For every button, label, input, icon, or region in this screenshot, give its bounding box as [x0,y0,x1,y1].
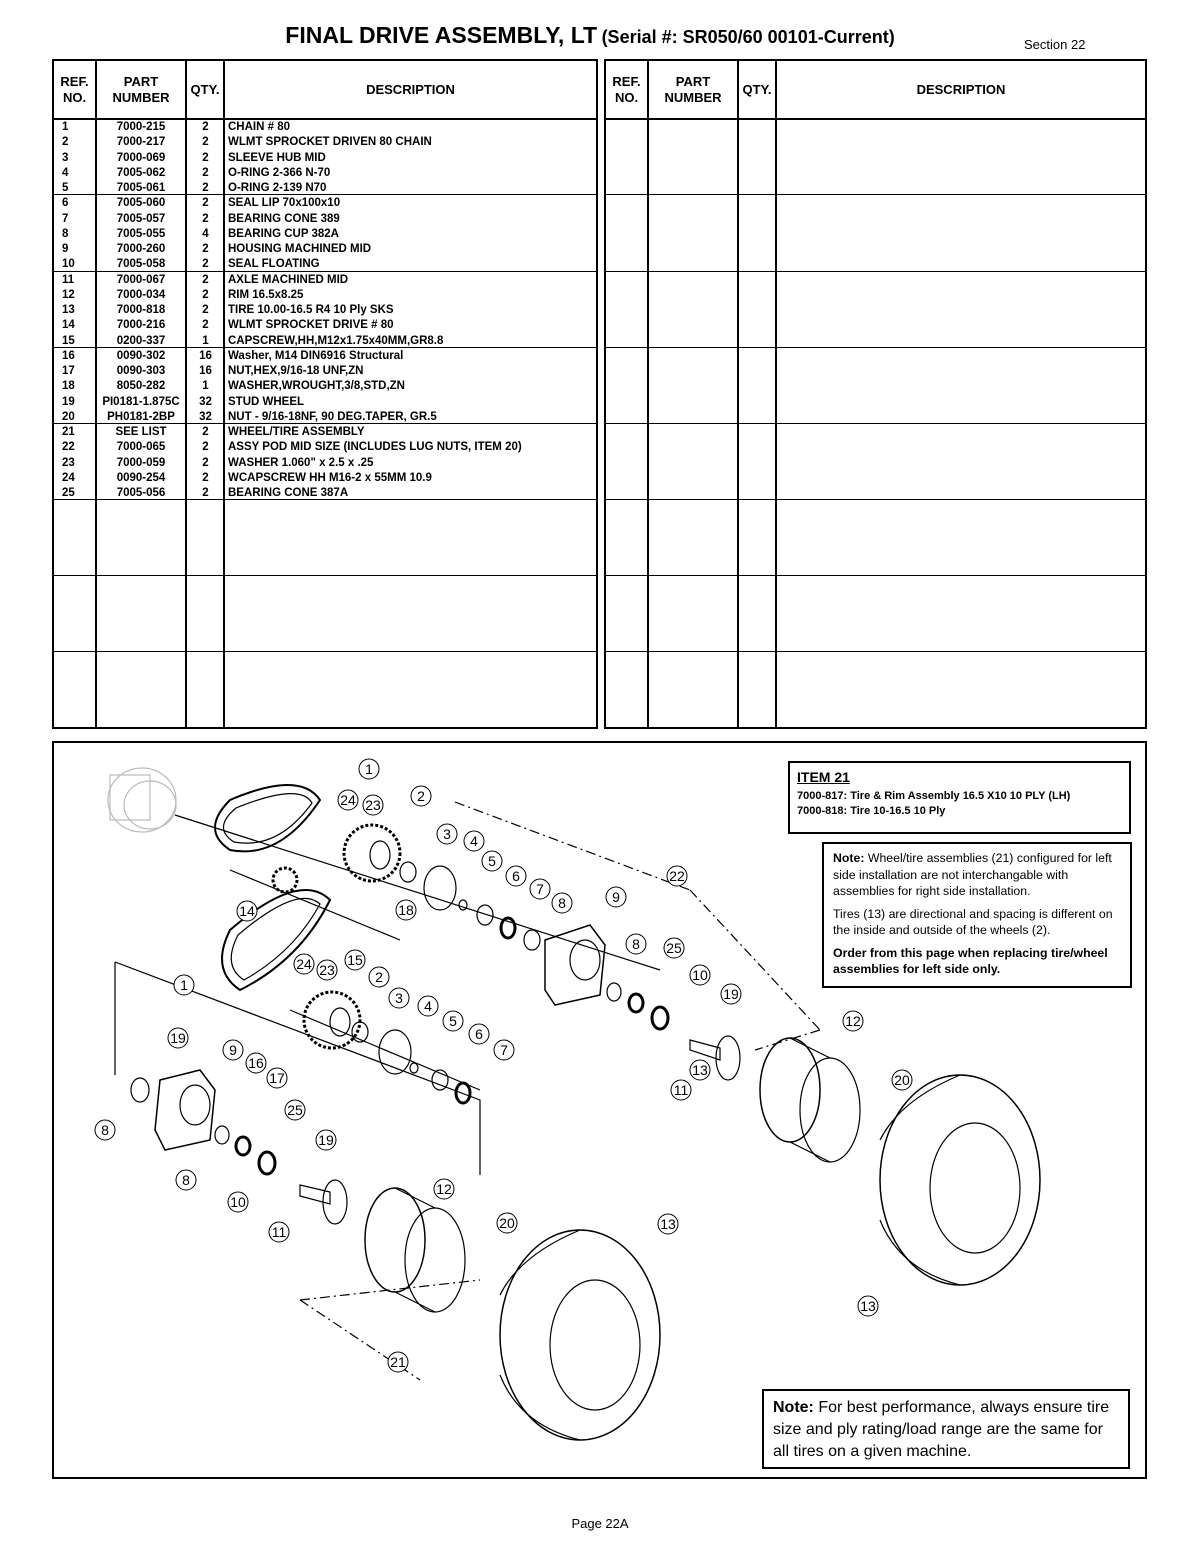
item21-box [788,761,1131,834]
callout-7 [530,879,550,899]
callout-8 [176,1170,196,1190]
cell-qty: 16 [199,349,212,362]
col-header-ref: REF. NO. [60,73,89,105]
cell-part: SEE LIST [115,426,167,438]
rim-lower [365,1188,425,1292]
cell-desc: AXLE MACHINED MID [228,273,349,286]
callout-13 [658,1214,678,1234]
callout-1 [174,975,194,995]
callout-17 [267,1068,287,1088]
cell-qty: 2 [202,182,209,194]
cell-desc: O-RING 2-139 N70 [228,182,327,194]
callout-18 [396,900,416,920]
callout-16 [246,1053,266,1073]
svg-text:5: 5 [488,853,496,869]
cell-part: 7005-056 [116,487,166,499]
callouts [95,759,912,1372]
cell-qty: 2 [202,151,209,164]
col-header-part: PART NUMBER [112,73,170,105]
svg-text:21: 21 [390,1354,406,1370]
cell-qty: 1 [202,380,209,393]
cell-qty: 2 [202,136,209,149]
cell-part: 7000-818 [116,304,166,316]
cell-part: PH0181-2BP [107,410,175,423]
cell-part: PI0181-1.875C [102,395,180,408]
cell-desc: BEARING CONE 387A [228,487,349,499]
svg-text:13: 13 [660,1216,676,1232]
callout-10 [228,1192,248,1212]
cell-qty: 2 [202,471,209,484]
cell-qty: 4 [202,227,209,240]
callout-9 [223,1040,243,1060]
callout-23 [363,795,383,815]
svg-text:25: 25 [666,940,682,956]
svg-text:24: 24 [296,956,312,972]
col-header-part-right: PART NUMBER [664,73,722,105]
callout-15 [345,950,365,970]
cell-part: 7000-215 [116,121,166,133]
cell-desc: WLMT SPROCKET DRIVE # 80 [228,319,394,332]
cell-part: 7000-069 [116,151,166,164]
cell-part: 0200-337 [116,334,166,347]
cell-qty: 2 [202,273,209,286]
cell-ref: 25 [62,487,75,499]
note-wheel-tire [822,842,1132,988]
svg-text:20: 20 [499,1215,515,1231]
svg-text:7: 7 [500,1042,508,1058]
cell-desc: BEARING CONE 389 [228,212,340,225]
callout-5 [482,851,502,871]
callout-14 [237,901,257,921]
svg-text:9: 9 [229,1042,237,1058]
cell-qty: 2 [202,288,209,301]
cell-ref: 21 [62,426,75,438]
callout-24 [294,954,314,974]
cell-ref: 8 [62,227,69,240]
cell-ref: 2 [62,136,69,149]
item21-line2: 7000-818: Tire 10-16.5 10 Ply [797,805,946,817]
svg-text:6: 6 [512,868,520,884]
callout-20 [892,1070,912,1090]
cell-desc: NUT - 9/16-18NF, 90 DEG.TAPER, GR.5 [228,410,437,423]
cell-desc: ASSY POD MID SIZE (INCLUDES LUG NUTS, ITEM 20) [228,441,522,454]
cell-qty: 2 [202,121,209,133]
svg-text:20: 20 [894,1072,910,1088]
cell-part: 7000-067 [116,273,166,286]
note2-label: Note: [773,1399,814,1416]
cell-qty: 16 [199,365,212,377]
callout-9 [606,887,626,907]
cell-part: 8050-282 [116,380,166,393]
cell-part: 7005-058 [116,258,166,271]
sprocket-drive [273,868,297,892]
rim-upper [760,1038,820,1142]
cell-ref: 12 [62,288,75,301]
svg-text:14: 14 [239,903,255,919]
note1-p3: Order from this page when replacing tire/wheel assemblies for left side only. [833,945,1108,976]
svg-text:25: 25 [287,1102,303,1118]
housing-lower [155,1070,215,1150]
callout-5 [443,1011,463,1031]
callout-3 [389,988,409,1008]
callout-10 [690,965,710,985]
callout-8 [552,893,572,913]
cell-ref: 23 [62,456,75,469]
cell-ref: 16 [62,349,75,362]
cell-part: 7000-260 [116,243,166,255]
cell-qty: 2 [202,212,209,225]
col-header-qty-right: QTY. [742,81,772,97]
cell-desc: HOUSING MACHINED MID [228,243,372,255]
cell-ref: 9 [62,243,69,255]
svg-text:4: 4 [470,833,478,849]
svg-text:10: 10 [230,1194,246,1210]
svg-text:18: 18 [398,902,414,918]
cell-qty: 2 [202,487,209,499]
cell-ref: 1 [62,121,69,133]
col-header-ref-right: REF. NO. [612,73,641,105]
callout-4 [418,996,438,1016]
housing-upper [545,925,605,1005]
cell-ref: 5 [62,182,69,194]
cell-qty: 2 [202,426,209,438]
callout-4 [464,831,484,851]
callout-20 [497,1213,517,1233]
cell-part: 7005-062 [116,166,166,179]
cell-part: 7000-059 [116,456,166,469]
cell-ref: 13 [62,304,75,316]
callout-8 [626,934,646,954]
cell-qty: 2 [202,166,209,179]
cell-qty: 1 [202,334,209,347]
callout-2 [411,786,431,806]
svg-text:23: 23 [365,797,381,813]
cell-part: 7000-065 [116,441,166,454]
svg-text:24: 24 [340,792,356,808]
title-main: FINAL DRIVE ASSEMBLY, LT [285,22,598,48]
cell-part: 7000-034 [116,288,166,301]
cell-desc: WHEEL/TIRE ASSEMBLY [228,426,365,438]
svg-text:19: 19 [723,986,739,1002]
note-performance [762,1389,1130,1469]
cell-part: 0090-303 [116,365,166,377]
cell-part: 7005-060 [116,197,166,210]
cell-desc: WLMT SPROCKET DRIVEN 80 CHAIN [228,136,432,149]
cell-ref: 4 [62,166,69,179]
cell-qty: 32 [199,395,212,408]
callout-6 [506,866,526,886]
svg-text:12: 12 [436,1181,452,1197]
cell-desc: NUT,HEX,9/16-18 UNF,ZN [228,365,364,377]
item21-line1: 7000-817: Tire & Rim Assembly 16.5 X10 10 PLY (LH) [797,790,1071,802]
cell-part: 7005-061 [116,182,166,194]
cell-part: 7005-055 [116,227,166,240]
cell-desc: WCAPSCREW HH M16-2 x 55MM 10.9 [228,471,432,484]
svg-text:16: 16 [248,1055,264,1071]
svg-text:8: 8 [558,895,566,911]
svg-text:5: 5 [449,1013,457,1029]
title-serial: (Serial #: SR050/60 00101-Current) [601,27,895,47]
section-label: Section 22 [1024,37,1086,52]
svg-text:19: 19 [170,1030,186,1046]
cell-ref: 6 [62,197,69,210]
svg-text:23: 23 [319,962,335,978]
callout-7 [494,1040,514,1060]
item21-heading: ITEM 21 [797,769,850,785]
cell-ref: 24 [62,471,75,484]
cell-ref: 20 [62,410,75,423]
callout-25 [664,938,684,958]
cell-qty: 32 [199,410,212,423]
chain-upper [215,785,320,851]
svg-text:3: 3 [395,990,403,1006]
cell-desc: CAPSCREW,HH,M12x1.75x40MM,GR8.8 [228,334,444,347]
svg-text:3: 3 [443,826,451,842]
callout-11 [671,1080,691,1100]
callout-22 [667,866,687,886]
note1-p1: Wheel/tire assemblies (21) configured for left side installation are not interchangable with assemblies for right side installation. [833,851,1112,898]
svg-text:1: 1 [180,977,188,993]
callout-23 [317,960,337,980]
cell-ref: 11 [62,273,75,286]
svg-text:2: 2 [417,788,425,804]
cell-qty: 2 [202,197,209,210]
cell-ref: 10 [62,258,75,271]
cell-ref: 17 [62,365,75,377]
callout-11 [269,1222,289,1242]
cell-qty: 2 [202,304,209,316]
note2-text: For best performance, always ensure tire size and ply rating/load range are the same for all tires on a given machine. [773,1399,1110,1460]
callout-21 [388,1352,408,1372]
callout-13 [858,1296,878,1316]
svg-text:12: 12 [845,1013,861,1029]
svg-text:8: 8 [632,936,640,952]
page-number: Page 22A [571,1516,629,1531]
callout-3 [437,824,457,844]
svg-text:11: 11 [673,1082,689,1098]
cell-desc: SEAL LIP 70x100x10 [228,197,341,210]
cell-qty: 2 [202,258,209,271]
cell-qty: 2 [202,456,209,469]
svg-text:17: 17 [269,1070,285,1086]
cell-part: 7005-057 [116,212,166,225]
svg-text:15: 15 [347,952,363,968]
cell-desc: CHAIN # 80 [228,121,290,133]
svg-text:8: 8 [182,1172,190,1188]
callout-13 [690,1060,710,1080]
cell-part: 7000-216 [116,319,166,332]
cell-desc: Washer, M14 DIN6916 Structural [228,349,404,362]
callout-12 [434,1179,454,1199]
tire-lower [500,1230,660,1440]
col-header-qty: QTY. [190,81,220,97]
svg-text:22: 22 [669,868,685,884]
cell-ref: 18 [62,380,75,393]
callout-8 [95,1120,115,1140]
svg-text:13: 13 [860,1298,876,1314]
svg-text:2: 2 [375,969,383,985]
cell-desc: SEAL FLOATING [228,258,320,271]
cell-desc: BEARING CUP 382A [228,227,339,240]
cell-ref: 22 [62,441,75,454]
cell-desc: WASHER 1.060" x 2.5 x .25 [228,456,374,469]
cell-ref: 15 [62,334,75,347]
cell-desc: TIRE 10.00-16.5 R4 10 Ply SKS [228,304,394,316]
svg-text:1: 1 [365,761,373,777]
motor-graphic [108,768,176,832]
callout-12 [843,1011,863,1031]
cell-part: 0090-302 [116,349,166,362]
callout-19 [316,1130,336,1150]
callout-1 [359,759,379,779]
sprocket-driven-upper [344,825,400,881]
callout-2 [369,967,389,987]
cell-ref: 14 [62,319,75,332]
callout-25 [285,1100,305,1120]
col-header-desc: DESCRIPTION [366,81,455,97]
svg-text:19: 19 [318,1132,334,1148]
svg-text:9: 9 [612,889,620,905]
cell-part: 0090-254 [116,471,166,484]
cell-ref: 19 [62,395,75,408]
cell-qty: 2 [202,319,209,332]
callout-6 [469,1024,489,1044]
cell-desc: STUD WHEEL [228,395,305,408]
note1-p2: Tires (13) are directional and spacing is different on the inside and outside of the wheels (2). [833,906,1113,937]
cell-qty: 2 [202,243,209,255]
svg-text:6: 6 [475,1026,483,1042]
svg-text:4: 4 [424,998,432,1014]
note1-label: Note: [833,851,865,865]
svg-text:13: 13 [692,1062,708,1078]
cell-part: 7000-217 [116,136,166,149]
cell-desc: WASHER,WROUGHT,3/8,STD,ZN [228,380,405,393]
svg-text:8: 8 [101,1122,109,1138]
cell-desc: O-RING 2-366 N-70 [228,166,331,179]
tire-upper [880,1075,1040,1285]
cell-desc: SLEEVE HUB MID [228,151,326,164]
callout-19 [721,984,741,1004]
callout-19 [168,1028,188,1048]
cell-qty: 2 [202,441,209,454]
cell-desc: RIM 16.5x8.25 [228,288,304,301]
svg-text:11: 11 [271,1224,287,1240]
svg-text:7: 7 [536,881,544,897]
col-header-desc-right: DESCRIPTION [916,81,1006,97]
cell-ref: 7 [62,212,69,225]
svg-text:10: 10 [692,967,708,983]
callout-24 [338,790,358,810]
cell-ref: 3 [62,151,69,164]
